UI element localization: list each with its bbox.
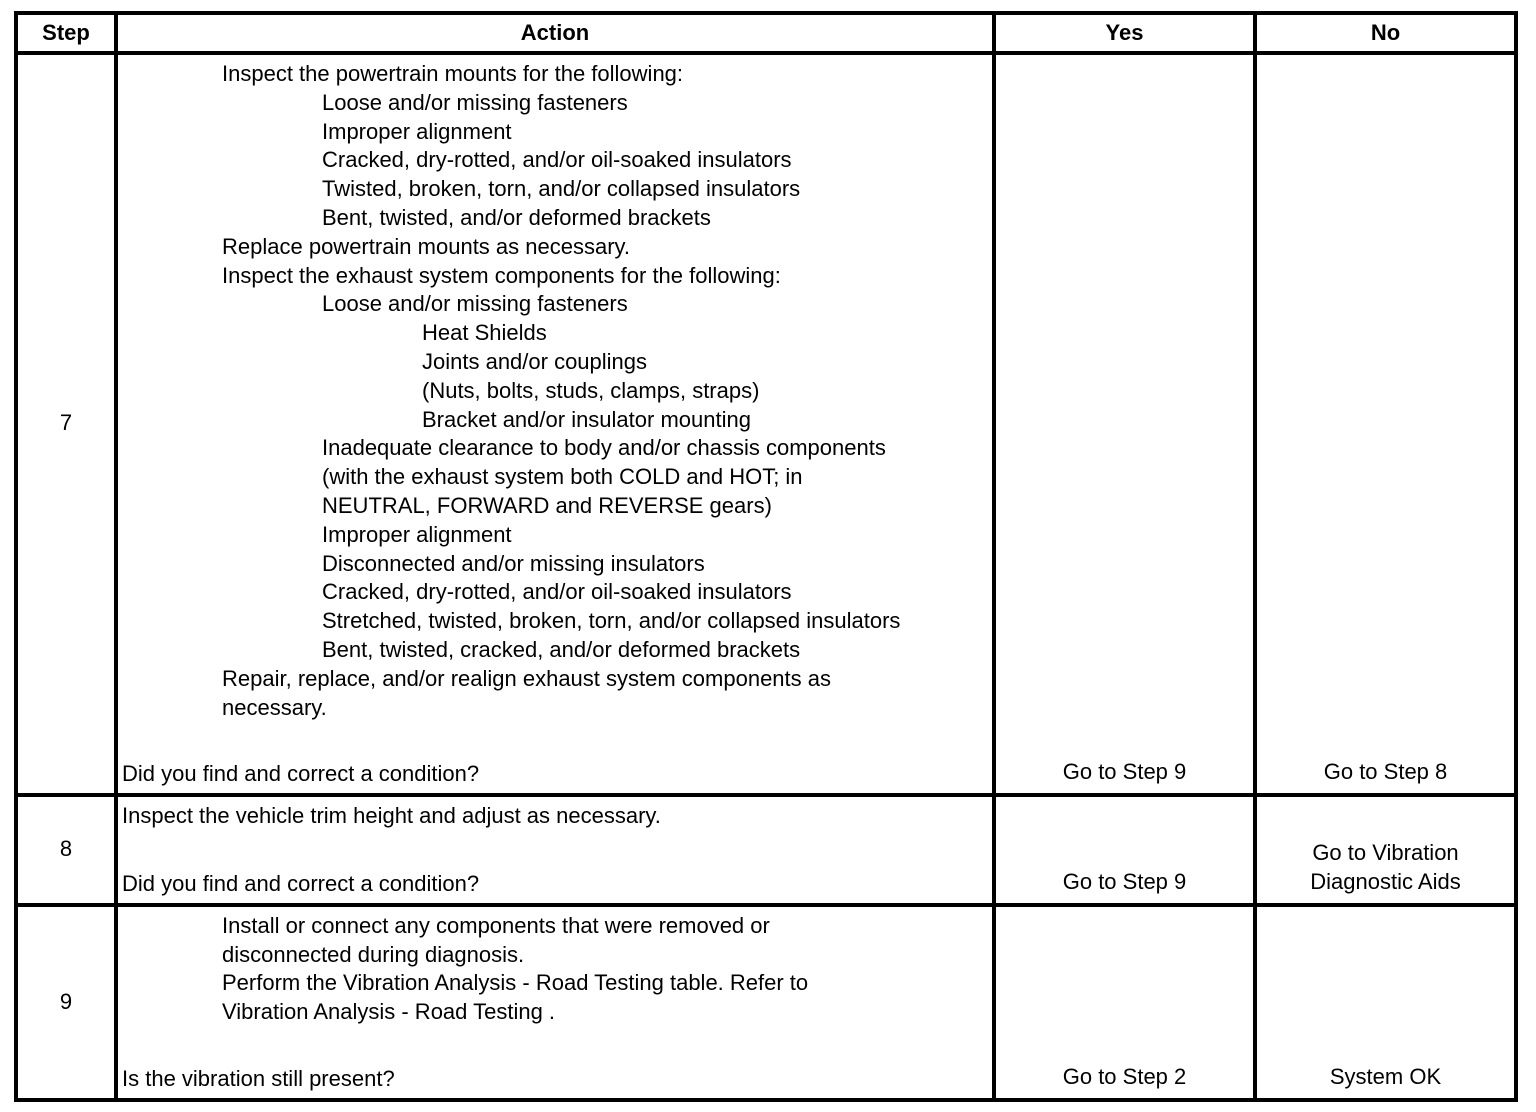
action-item: Bent, twisted, and/or deformed brackets [322, 204, 711, 230]
table-row-step-8 [16, 795, 1516, 905]
yes-result: Go to Step 9 [1062, 869, 1187, 894]
action-cell [116, 905, 994, 1100]
yes-cell [994, 53, 1255, 795]
action-item: Perform the Vibration Analysis - Road Testing table. Refer to [222, 970, 809, 996]
action-cell [116, 53, 994, 795]
no-result-line-1: Go to Vibration [1312, 840, 1459, 866]
action-item: Bent, twisted, cracked, and/or deformed brackets [322, 636, 801, 662]
no-result-line-2: Diagnostic Aids [1310, 869, 1461, 894]
action-item: Inspect the exhaust system components for the following: [222, 262, 781, 288]
question-text: Did you find and correct a condition? [122, 871, 480, 896]
diagnostic-table [14, 11, 1518, 1102]
action-item: Twisted, broken, torn, and/or collapsed insulators [322, 176, 801, 202]
no-cell [1255, 53, 1516, 795]
no-cell [1255, 905, 1516, 1100]
question-text: Is the vibration still present? [122, 1066, 395, 1092]
action-list [118, 60, 992, 722]
header-no: No [1255, 13, 1516, 53]
step-number: 8 [16, 795, 116, 905]
action-item: Cracked, dry-rotted, and/or oil-soaked insulators [322, 147, 792, 173]
action-cell [116, 795, 994, 905]
action-item: (Nuts, bolts, studs, clamps, straps) [422, 377, 760, 403]
action-list [118, 802, 992, 831]
action-item: Improper alignment [322, 118, 512, 144]
yes-result: Go to Step 9 [1062, 758, 1187, 784]
table-row-step-9 [16, 905, 1516, 1100]
header-step: Step [16, 13, 116, 53]
action-item: Heat Shields [422, 320, 547, 346]
no-result: System OK [1329, 1064, 1442, 1090]
action-item: Cracked, dry-rotted, and/or oil-soaked insulators [322, 579, 792, 605]
yes-cell [994, 905, 1255, 1100]
action-item: Repair, replace, and/or realign exhaust system components as [222, 665, 831, 691]
action-item: Stretched, twisted, broken, torn, and/or collapsed insulators [322, 608, 901, 634]
action-item: Loose and/or missing fasteners [322, 89, 628, 115]
action-item: NEUTRAL, FORWARD and REVERSE gears) [322, 492, 772, 518]
action-item: Loose and/or missing fasteners [322, 291, 628, 317]
action-item: Joints and/or couplings [422, 348, 648, 374]
action-item: Replace powertrain mounts as necessary. [222, 233, 631, 259]
action-item: Improper alignment [322, 521, 512, 547]
table-row-step-7 [16, 53, 1516, 795]
yes-result: Go to Step 2 [1062, 1064, 1187, 1090]
action-item: Inadequate clearance to body and/or chassis components [322, 435, 886, 461]
action-item: Inspect the vehicle trim height and adjust as necessary. [122, 802, 661, 828]
no-cell [1255, 795, 1516, 905]
action-item: Install or connect any components that were removed or [222, 912, 770, 938]
yes-cell [994, 795, 1255, 905]
action-list [118, 912, 992, 1027]
action-item: necessary. [222, 694, 327, 720]
header-action: Action [116, 13, 994, 53]
step-number: 7 [16, 53, 116, 795]
header-row [16, 13, 1516, 53]
action-item: Disconnected and/or missing insulators [322, 550, 705, 576]
action-item: Inspect the powertrain mounts for the following: [222, 61, 684, 86]
action-item: disconnected during diagnosis. [222, 941, 525, 967]
question-text: Did you find and correct a condition? [122, 760, 480, 786]
action-item: (with the exhaust system both COLD and HOT; in [322, 464, 803, 490]
action-item: Bracket and/or insulator mounting [422, 406, 751, 432]
step-number: 9 [16, 905, 116, 1100]
header-yes: Yes [994, 13, 1255, 53]
action-item: Vibration Analysis - Road Testing . [222, 999, 556, 1025]
no-result: Go to Step 8 [1323, 758, 1448, 784]
